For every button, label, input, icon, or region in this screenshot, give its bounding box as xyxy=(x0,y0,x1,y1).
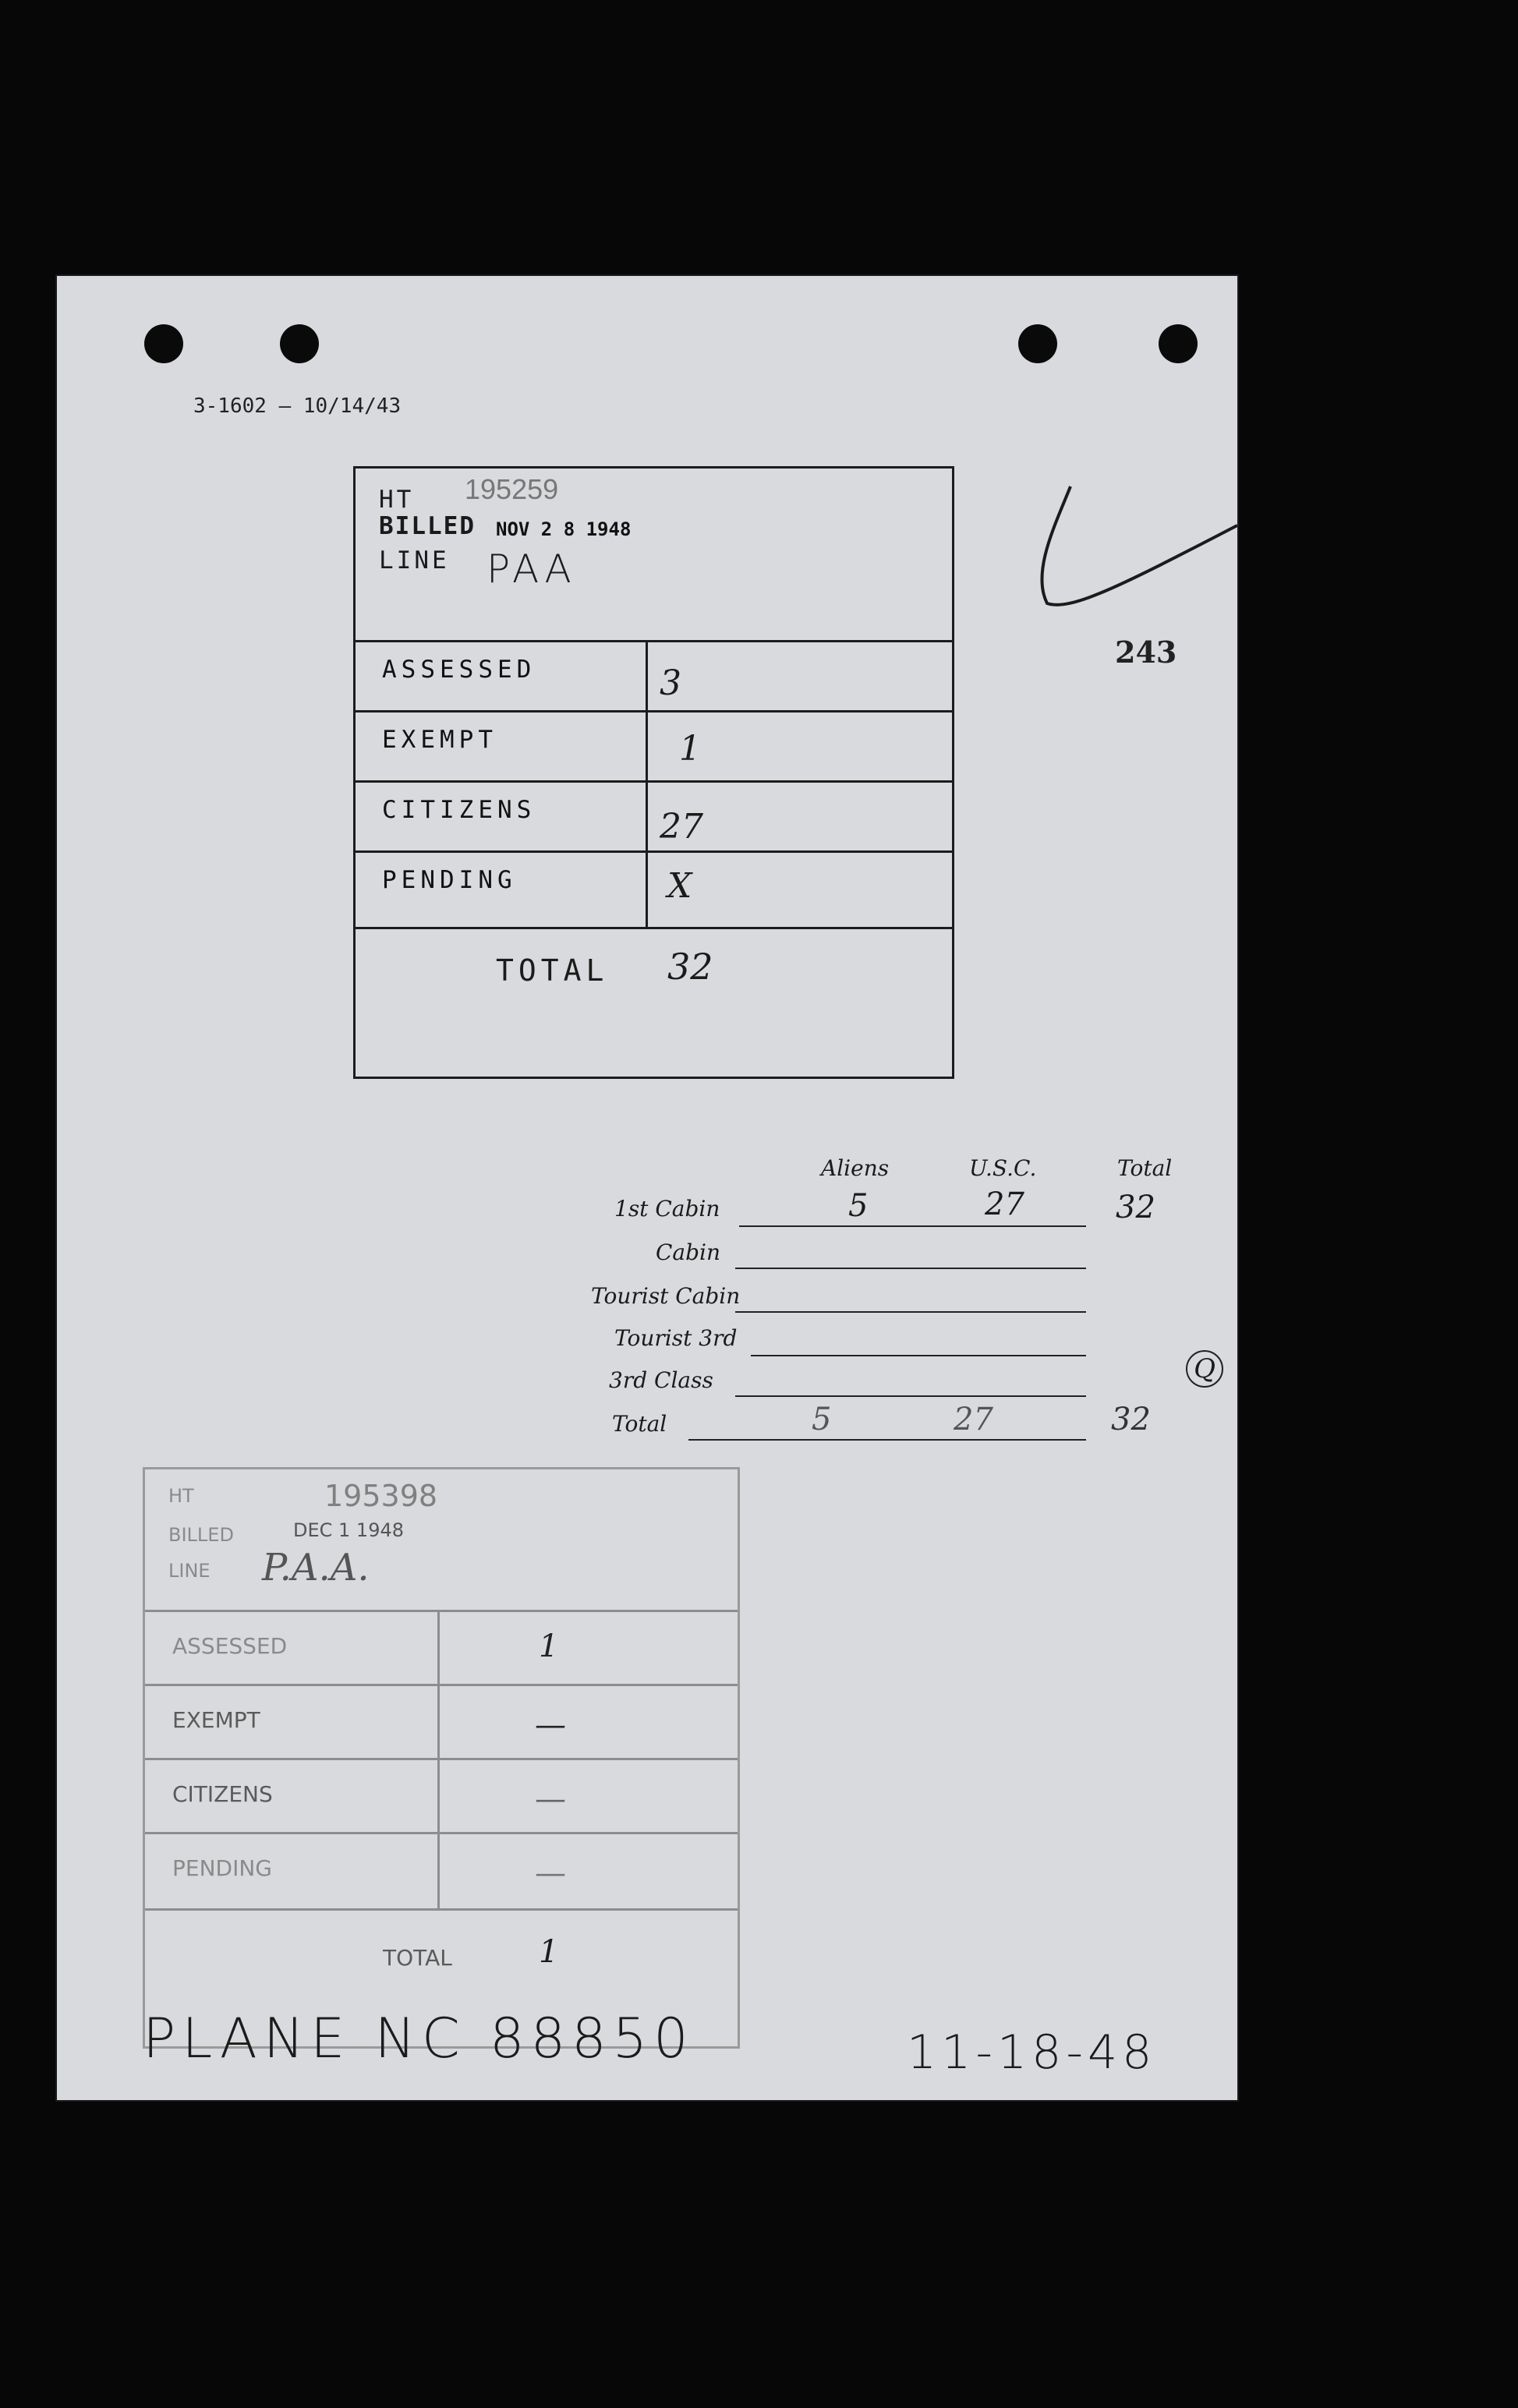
date-note: 11-18-48 xyxy=(907,2025,1157,2080)
row-value: 27 xyxy=(954,1402,993,1437)
total-value: 1 xyxy=(539,1934,559,1970)
row-label: 1st Cabin xyxy=(614,1196,720,1222)
document-page xyxy=(57,276,1237,2100)
billed-label: BILLED xyxy=(168,1524,234,1546)
header-total: Total xyxy=(1117,1155,1173,1181)
row-label: Total xyxy=(612,1411,667,1437)
row-value: 1 xyxy=(679,729,701,769)
exempt-row xyxy=(356,710,952,783)
row-label: EXEMPT xyxy=(382,726,497,754)
row-value: — xyxy=(535,1707,566,1743)
ht-stamp-primary xyxy=(353,466,954,1079)
billed-date: DEC 1 1948 xyxy=(293,1519,405,1541)
row-label: Tourist 3rd xyxy=(614,1325,738,1351)
underline xyxy=(735,1311,1086,1313)
underline xyxy=(735,1268,1086,1269)
citizens-row xyxy=(145,1758,738,1834)
row-label: ASSESSED xyxy=(382,656,536,684)
row-value: 27 xyxy=(985,1186,1024,1222)
pending-row xyxy=(145,1832,738,1911)
stamp-header xyxy=(356,469,952,642)
assessed-row xyxy=(145,1610,738,1686)
line-value: PAA xyxy=(487,546,576,592)
row-label: Cabin xyxy=(656,1239,721,1265)
row-label: CITIZENS xyxy=(172,1781,273,1807)
row-label: ASSESSED xyxy=(172,1633,288,1659)
row-label: Tourist Cabin xyxy=(591,1283,741,1309)
row-value: 27 xyxy=(660,807,703,847)
row-label: PENDING xyxy=(172,1855,272,1881)
assessed-row xyxy=(356,640,952,712)
circle-mark: Q xyxy=(1186,1350,1223,1388)
line-label: LINE xyxy=(168,1560,211,1582)
row-value: 1 xyxy=(539,1628,559,1664)
punch-hole xyxy=(1159,324,1198,363)
stamp-header xyxy=(145,1469,738,1612)
page-number: 243 xyxy=(1115,635,1177,670)
total-label: TOTAL xyxy=(496,953,609,988)
row-value: — xyxy=(535,1855,566,1891)
row-value: 32 xyxy=(1111,1402,1151,1437)
row-value: 32 xyxy=(1116,1190,1155,1225)
plane-note: PLANE NC 88850 xyxy=(143,2007,695,2070)
ht-stamp-secondary xyxy=(143,1467,740,2049)
row-label: PENDING xyxy=(382,866,517,894)
row-label: 3rd Class xyxy=(609,1367,713,1393)
underline xyxy=(751,1355,1086,1356)
check-mark-icon xyxy=(1024,479,1242,619)
ht-number: 195398 xyxy=(324,1479,438,1513)
header-usc: U.S.C. xyxy=(969,1155,1037,1181)
underline xyxy=(735,1395,1086,1397)
row-value: 3 xyxy=(660,663,681,703)
row-value: — xyxy=(535,1781,566,1817)
underline xyxy=(739,1225,1086,1227)
pending-row xyxy=(356,850,952,929)
line-label: LINE xyxy=(379,546,450,575)
billed-date: NOV 2 8 1948 xyxy=(496,518,632,540)
row-value: X xyxy=(667,866,692,906)
total-value: 32 xyxy=(667,946,713,988)
ht-number: 195259 xyxy=(465,473,559,505)
punch-hole xyxy=(144,324,183,363)
row-label: EXEMPT xyxy=(172,1707,260,1733)
row-value: 5 xyxy=(848,1188,869,1224)
ht-label: HT xyxy=(379,486,415,514)
underline xyxy=(688,1439,1086,1441)
total-label: TOTAL xyxy=(383,1945,452,1971)
exempt-row xyxy=(145,1684,738,1760)
header-aliens: Aliens xyxy=(821,1155,890,1181)
ht-label: HT xyxy=(168,1485,194,1507)
punch-hole xyxy=(280,324,319,363)
form-number: 3-1602 — 10/14/43 xyxy=(193,394,402,418)
billed-label: BILLED xyxy=(379,512,476,540)
line-value: P.A.A. xyxy=(262,1546,370,1589)
citizens-row xyxy=(356,780,952,853)
punch-hole xyxy=(1018,324,1057,363)
row-label: CITIZENS xyxy=(382,796,536,824)
row-value: 5 xyxy=(812,1402,832,1437)
